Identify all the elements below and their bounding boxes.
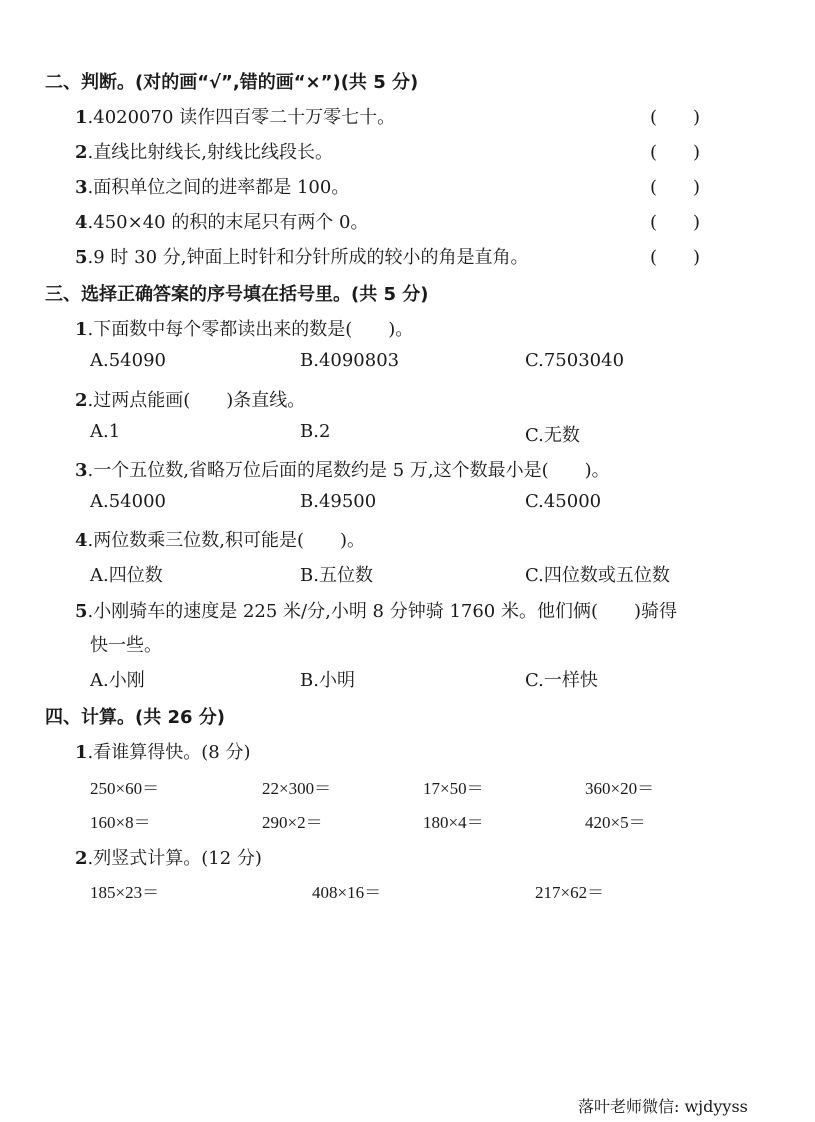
item-number: 3 xyxy=(75,177,88,198)
question-text: .两位数乘三位数,积可能是( )。 xyxy=(87,530,366,551)
calc-expression: 290×2＝ xyxy=(262,813,323,832)
question-number: 2 xyxy=(75,390,88,411)
item-text: .9 时 30 分,钟面上时针和分针所成的较小的角是直角。 xyxy=(87,247,529,268)
choice-question-3 xyxy=(75,456,610,482)
question-number: 4 xyxy=(75,530,88,551)
option-b[interactable]: B.2 xyxy=(300,421,331,442)
option-c[interactable]: C.一样快 xyxy=(525,670,598,691)
option-c[interactable]: C.45000 xyxy=(525,491,602,512)
calc-expression: 17×50＝ xyxy=(423,779,484,798)
answer-blank[interactable]: ( ) xyxy=(650,142,701,163)
vertical-calc-expression: 217×62＝ xyxy=(535,883,605,902)
option-c[interactable]: C.四位数或五位数 xyxy=(525,565,670,586)
calc-part-1-title xyxy=(75,738,250,764)
answer-blank[interactable]: ( ) xyxy=(650,177,701,198)
section-3-title: 三、选择正确答案的序号填在括号里。(共 5 分) xyxy=(45,284,429,305)
part-text: .列竖式计算。(12 分) xyxy=(87,848,262,869)
choice-question-1 xyxy=(75,315,413,341)
section-4-title: 四、计算。(共 26 分) xyxy=(45,707,226,728)
item-number: 2 xyxy=(75,142,88,163)
footer-contact: 落叶老师微信: wjdyyss xyxy=(578,1097,748,1116)
part-number: 1 xyxy=(75,742,88,763)
option-a[interactable]: A.四位数 xyxy=(90,565,163,586)
item-number: 4 xyxy=(75,212,88,233)
calc-expression: 420×5＝ xyxy=(585,813,646,832)
judge-item-1 xyxy=(75,103,395,129)
question-text: .小刚骑车的速度是 225 米/分,小明 8 分钟骑 1760 米。他们俩( )骑得 xyxy=(87,601,678,622)
option-a[interactable]: A.小刚 xyxy=(90,670,145,691)
choice-question-4 xyxy=(75,526,365,552)
answer-blank[interactable]: ( ) xyxy=(650,247,701,268)
question-text-continued: 快一些。 xyxy=(90,635,162,656)
question-text: .一个五位数,省略万位后面的尾数约是 5 万,这个数最小是( )。 xyxy=(87,460,610,481)
choice-question-5 xyxy=(75,597,677,623)
question-number: 3 xyxy=(75,460,88,481)
option-b[interactable]: B.五位数 xyxy=(300,565,373,586)
question-number: 5 xyxy=(75,601,88,622)
calc-expression: 250×60＝ xyxy=(90,779,160,798)
option-c[interactable]: C.7503040 xyxy=(525,350,625,371)
option-b[interactable]: B.小明 xyxy=(300,670,355,691)
vertical-calc-expression: 185×23＝ xyxy=(90,883,160,902)
question-number: 1 xyxy=(75,319,88,340)
option-c[interactable]: C.无数 xyxy=(525,425,580,446)
judge-item-2 xyxy=(75,138,333,164)
vertical-calc-expression: 408×16＝ xyxy=(312,883,382,902)
calc-expression: 160×8＝ xyxy=(90,813,151,832)
section-2-title: 二、判断。(对的画“√”,错的画“×”)(共 5 分) xyxy=(45,72,419,93)
calc-expression: 22×300＝ xyxy=(262,779,332,798)
answer-blank[interactable]: ( ) xyxy=(650,212,701,233)
calc-expression: 360×20＝ xyxy=(585,779,655,798)
option-a[interactable]: A.54090 xyxy=(90,350,166,371)
calc-expression: 180×4＝ xyxy=(423,813,484,832)
judge-item-5 xyxy=(75,243,529,269)
question-text: .过两点能画( )条直线。 xyxy=(87,390,306,411)
judge-item-3 xyxy=(75,173,349,199)
item-text: .4020070 读作四百零二十万零七十。 xyxy=(87,107,396,128)
answer-blank[interactable]: ( ) xyxy=(650,107,701,128)
question-text: .下面数中每个零都读出来的数是( )。 xyxy=(87,319,414,340)
item-text: .直线比射线长,射线比线段长。 xyxy=(87,142,333,163)
option-a[interactable]: A.54000 xyxy=(90,491,166,512)
calc-part-2-title xyxy=(75,844,262,870)
item-text: .面积单位之间的进率都是 100。 xyxy=(87,177,350,198)
choice-question-2 xyxy=(75,386,305,412)
item-number: 1 xyxy=(75,107,88,128)
part-number: 2 xyxy=(75,848,88,869)
option-b[interactable]: B.4090803 xyxy=(300,350,400,371)
option-b[interactable]: B.49500 xyxy=(300,491,377,512)
option-a[interactable]: A.1 xyxy=(90,421,121,442)
item-text: .450×40 的积的末尾只有两个 0。 xyxy=(87,212,369,233)
judge-item-4 xyxy=(75,208,369,234)
part-text: .看谁算得快。(8 分) xyxy=(87,742,251,763)
item-number: 5 xyxy=(75,247,88,268)
